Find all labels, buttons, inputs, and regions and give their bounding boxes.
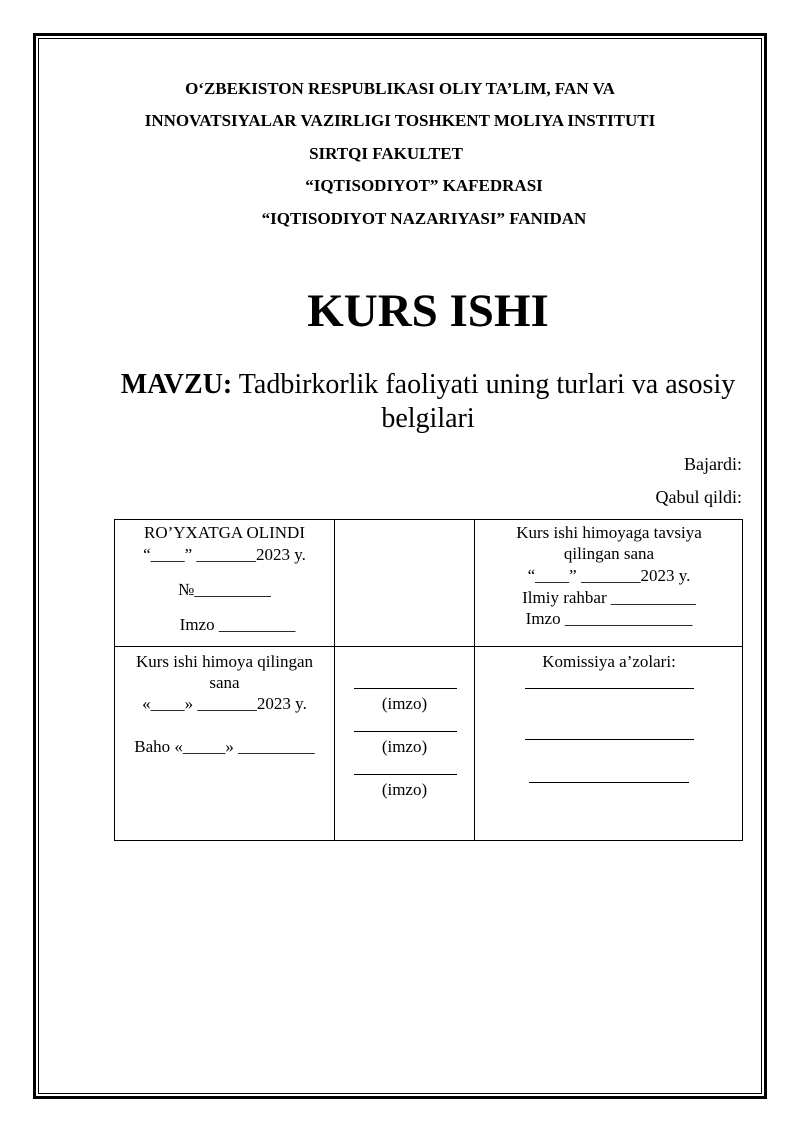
document-title: KURS ISHI	[307, 285, 549, 337]
topic-block	[100, 368, 756, 436]
signature-caption: (imzo)	[381, 780, 428, 799]
header-subject: “IQTISODIYOT NAZARIYASI” FANIDAN	[261, 209, 587, 228]
recommended-line1: Kurs ishi himoyaga tavsiya	[516, 523, 702, 542]
recommended-supervisor: Ilmiy rahbar __________	[522, 588, 696, 607]
signature-caption: (imzo)	[381, 694, 428, 713]
header-ministry-line2: INNOVATSIYALAR VAZIRLIGI TOSHKENT MOLIYA INSTITUTI	[144, 111, 656, 130]
registered-signature: Imzo _________	[179, 615, 296, 634]
header-ministry-line1: O‘ZBEKISTON RESPUBLIKASI OLIY TA’LIM, FAN VA	[185, 79, 615, 98]
topic-label: MAVZU:	[120, 369, 233, 400]
registered-number: №_________	[178, 580, 271, 599]
signature-line	[354, 731, 457, 732]
defended-line1: Kurs ishi himoya qilingan	[135, 652, 314, 671]
signature-line	[354, 774, 457, 775]
topic-text: Tadbirkorlik faoliyati uning turlari va asosiy belgilari	[238, 369, 736, 434]
defended-line2: sana	[209, 673, 240, 692]
accepted-by-label: Qabul qildi:	[655, 487, 742, 507]
commission-title: Komissiya a’zolari:	[542, 652, 676, 671]
signature-caption: (imzo)	[381, 737, 428, 756]
header-department: “IQTISODIYOT” KAFEDRASI	[305, 176, 543, 195]
defended-grade: Baho «_____» _________	[134, 737, 315, 756]
defended-date: «____» _______2023 y.	[142, 694, 307, 713]
signature-line	[354, 688, 457, 689]
registered-title: RO’YXATGA OLINDI	[143, 523, 305, 542]
recommended-date: “____” _______2023 y.	[527, 566, 691, 585]
performed-by-label: Bajardi:	[684, 454, 742, 474]
recommended-line2: qilingan sana	[563, 544, 655, 563]
table-row-divider	[115, 646, 742, 647]
commission-member-line	[529, 782, 689, 783]
header-faculty: SIRTQI FAKULTET	[309, 144, 463, 163]
registered-date: “____” _______2023 y.	[143, 545, 306, 564]
approval-table	[114, 519, 743, 841]
commission-member-line	[525, 688, 694, 689]
recommended-signature: Imzo _______________	[525, 609, 693, 628]
commission-member-line	[525, 739, 694, 740]
